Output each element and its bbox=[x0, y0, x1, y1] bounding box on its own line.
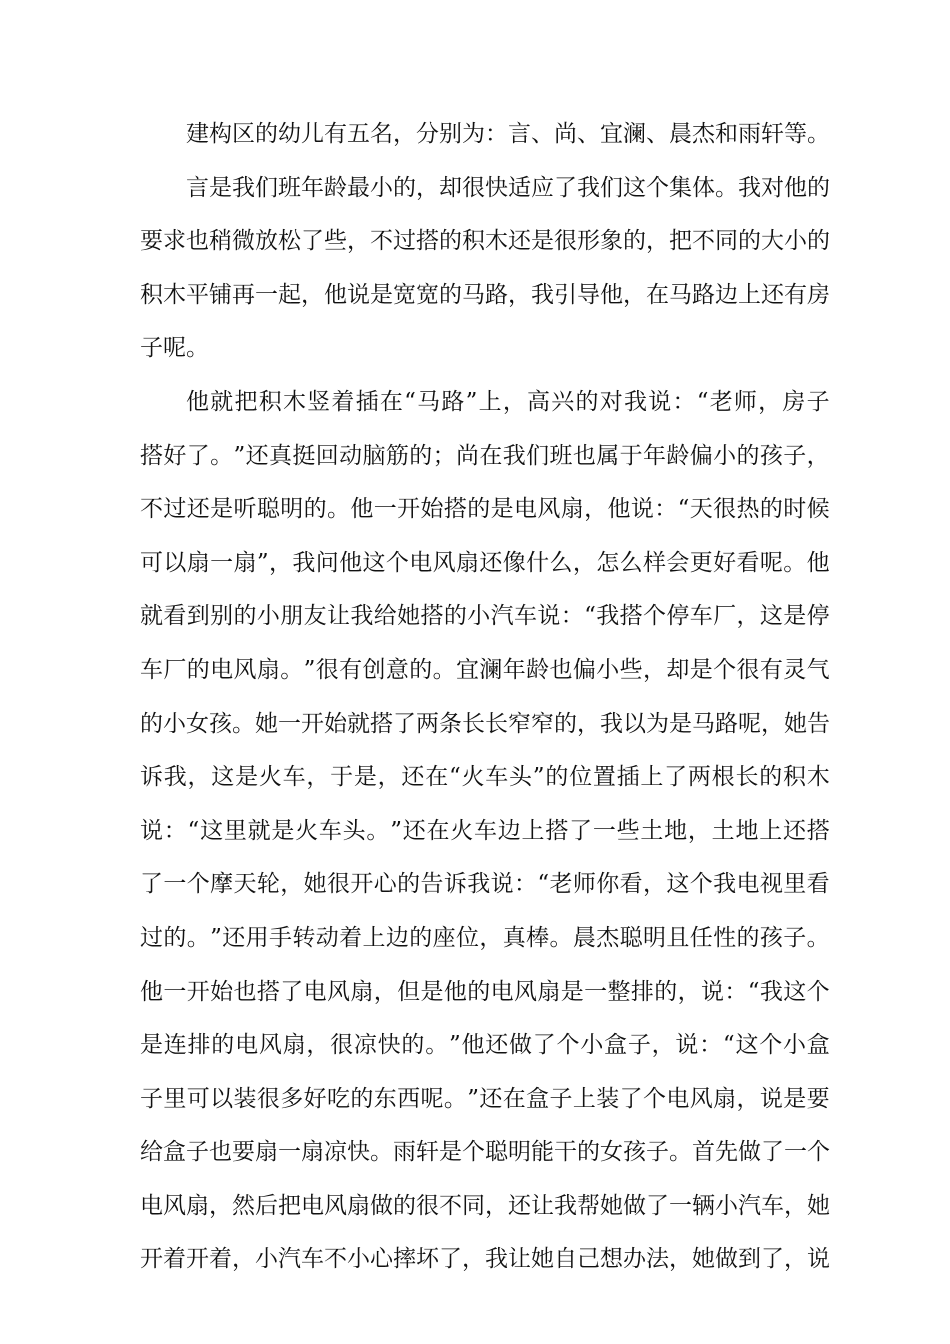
text-line: 就 看 到 别 的 小 朋 友 让 我 给 她 搭 的 小 汽 车 说 ： “ 我 搭 个 停 车 厂 ， 这 是 停 bbox=[140, 603, 830, 630]
text-line: 给 盒 子 也 要 扇 一 扇 凉 快 。 雨 轩 是 个 聪 明 能 干 的 女 孩 子 。 首 先 做 了 一 个 bbox=[140, 1139, 830, 1166]
text-line: 是 连 排 的 电 风 扇 ， 很 凉 快 的 。 ” 他 还 做 了 个 小 盒 子 ， 说 ： “ 这 个 小 盒 bbox=[140, 1032, 830, 1059]
text-line: 他 一 开 始 也 搭 了 电 风 扇 ， 但 是 他 的 电 风 扇 是 一 整 排 的 ， 说 ： “ 我 这 个 bbox=[140, 978, 830, 1005]
text-line: 不 过 还 是 听 聪 明 的 。 他 一 开 始 搭 的 是 电 风 扇 ， 他 说 ： “ 天 很 热 的 时 候 bbox=[140, 496, 830, 523]
text-line: 要 求 也 稍 微 放 松 了 些 ， 不 过 搭 的 积 木 还 是 很 形 象 的 ， 把 不 同 的 大 小 的 bbox=[140, 228, 830, 255]
text-line: 他 就 把 积 木 竖 着 插 在 “ 马 路 ” 上 ， 高 兴 的 对 我 说 ： “ 老 师 ， 房 子 bbox=[186, 388, 830, 415]
text-line: 诉 我 ， 这 是 火 车 ， 于 是 ， 还 在 “ 火 车 头 ” 的 位 置 插 上 了 两 根 长 的 积 木 bbox=[140, 764, 830, 791]
text-line: 子 里 可 以 装 很 多 好 吃 的 东 西 呢 。 ” 还 在 盒 子 上 装 了 个 电 风 扇 ， 说 是 要 bbox=[140, 1085, 830, 1112]
text-line: 车 厂 的 电 风 扇 。 ” 很 有 创 意 的 。 宜 澜 年 龄 也 偏 小 些 ， 却 是 个 很 有 灵 气 bbox=[140, 656, 830, 683]
document-body bbox=[140, 108, 830, 1287]
text-line: 搭 好 了 。 ” 还 真 挺 回 动 脑 筋 的 ； 尚 在 我 们 班 也 属 于 年 龄 偏 小 的 孩 子 ， bbox=[140, 442, 830, 469]
paragraph bbox=[140, 162, 830, 376]
text-line: 的 小 女 孩 。 她 一 开 始 就 搭 了 两 条 长 长 窄 窄 的 ， 我 以 为 是 马 路 呢 ， 她 告 bbox=[140, 710, 830, 737]
text-line: 子呢。 bbox=[140, 335, 209, 362]
text-line: 积 木 平 铺 再 一 起 ， 他 说 是 宽 宽 的 马 路 ， 我 引 导 他 ， 在 马 路 边 上 还 有 房 bbox=[140, 281, 830, 308]
text-line: 言 是 我 们 班 年 龄 最 小 的 ， 却 很 快 适 应 了 我 们 这 个 集 体 。 我 对 他 的 bbox=[186, 174, 830, 201]
text-line: 开着开着，小汽车不小心摔坏了，我让她自己想办法，她做到了，说 bbox=[140, 1246, 830, 1273]
text-line: 说 ： “ 这 里 就 是 火 车 头 。 ” 还 在 火 车 边 上 搭 了 一 些 土 地 ， 土 地 上 还 搭 bbox=[140, 817, 830, 844]
paragraph bbox=[140, 376, 830, 1287]
text-line: 建构区的幼儿有五名，分别为：言、尚、宜澜、晨杰和雨轩等。 bbox=[186, 121, 830, 147]
text-line: 过 的 。 ” 还 用 手 转 动 着 上 边 的 座 位 ， 真 棒 。 晨 杰 聪 明 且 任 性 的 孩 子 。 bbox=[140, 924, 830, 951]
text-line: 可 以 扇 一 扇 ” ， 我 问 他 这 个 电 风 扇 还 像 什 么 ， 怎 么 样 会 更 好 看 呢 。 他 bbox=[140, 549, 830, 576]
paragraph bbox=[140, 108, 830, 162]
text-line: 电 风 扇 ， 然 后 把 电 风 扇 做 的 很 不 同 ， 还 让 我 帮 她 做 了 一 辆 小 汽 车 ， 她 bbox=[140, 1192, 830, 1219]
text-line: 了 一 个 摩 天 轮 ， 她 很 开 心 的 告 诉 我 说 ： “ 老 师 你 看 ， 这 个 我 电 视 里 看 bbox=[140, 871, 830, 898]
